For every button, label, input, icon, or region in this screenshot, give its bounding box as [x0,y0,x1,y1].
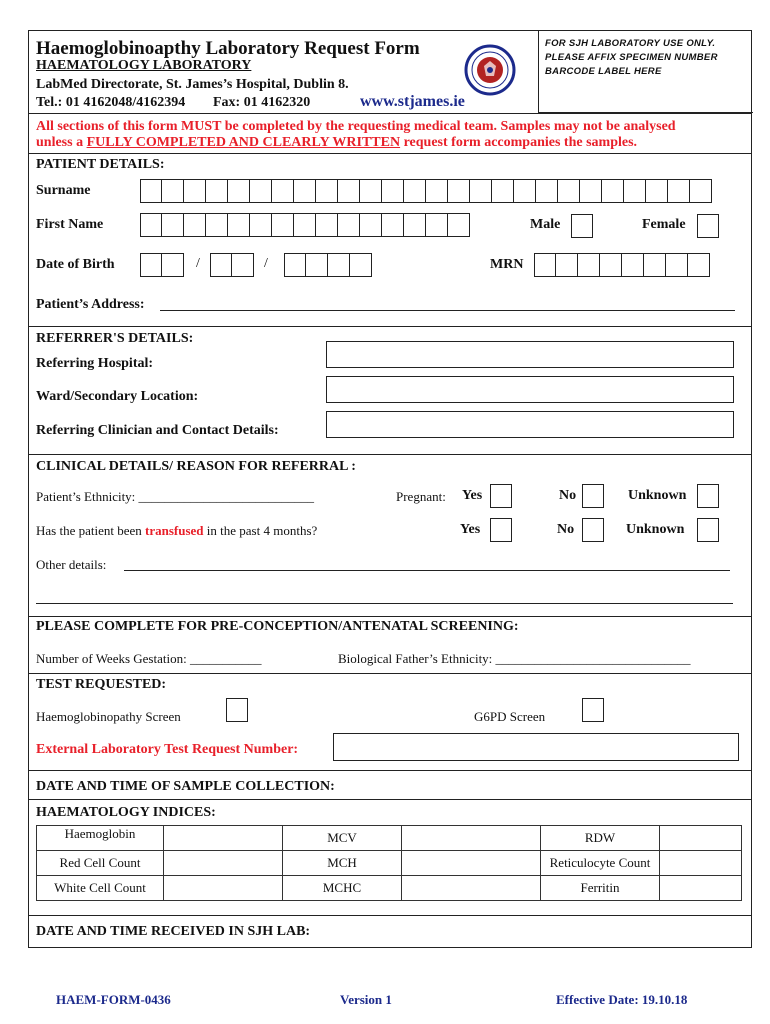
other-details-field-2[interactable] [36,603,733,604]
dob-month-field[interactable] [210,253,254,277]
external-request-input[interactable] [333,733,739,761]
male-checkbox[interactable] [571,214,593,238]
surname-field[interactable] [140,179,712,203]
referring-hospital-input[interactable] [326,341,734,368]
dob-day-field[interactable] [140,253,184,277]
indices-heading: HAEMATOLOGY INDICES: [36,805,216,820]
divider [28,799,752,800]
divider [28,153,752,154]
pregnant-no-checkbox[interactable] [582,484,604,508]
indices-cell: White Cell Count [37,876,164,901]
indices-cell: Ferritin [541,876,660,901]
divider [28,454,752,455]
pregnant-yes-checkbox[interactable] [490,484,512,508]
lab-address: LabMed Directorate, St. James’s Hospital, Dublin 8. [36,77,349,92]
mrn-label: MRN [490,257,524,272]
transfused-no-label: No [557,522,575,537]
indices-input[interactable] [660,876,742,901]
clinician-label: Referring Clinician and Contact Details: [36,423,279,438]
divider [28,915,752,916]
first-name-label: First Name [36,217,104,232]
transfused-question: Has the patient been transfused in the past 4 months? [36,523,318,538]
lab-use-line-3: BARCODE LABEL HERE [545,66,662,77]
referrer-heading: REFERRER'S DETAILS: [36,331,194,346]
surname-label: Surname [36,183,91,198]
lab-name: HAEMATOLOGY LABORATORY [36,58,252,73]
website-link[interactable]: www.stjames.ie [360,93,465,110]
indices-cell: MCV [283,826,402,851]
ward-label: Ward/Secondary Location: [36,389,199,404]
male-label: Male [530,217,561,232]
clinician-input[interactable] [326,411,734,438]
indices-input[interactable] [402,851,541,876]
divider [28,770,752,771]
lab-fax: Fax: 01 4162320 [213,95,311,110]
pregnant-unknown-checkbox[interactable] [697,484,719,508]
female-label: Female [642,217,686,232]
indices-input[interactable] [164,826,283,851]
table-row [37,851,742,876]
received-heading: DATE AND TIME RECEIVED IN SJH LAB: [36,924,311,939]
dob-slash-2: / [264,256,268,271]
screening-heading: PLEASE COMPLETE FOR PRE-CONCEPTION/ANTENATAL SCREENING: [36,619,519,634]
divider [28,616,752,617]
lab-use-line-2: PLEASE AFFIX SPECIMEN NUMBER [545,52,718,63]
transfused-unknown-label: Unknown [626,522,685,537]
divider [28,326,752,327]
test-heading: TEST REQUESTED: [36,677,167,692]
ethnicity-field[interactable]: Patient’s Ethnicity: ___________________________ [36,489,315,504]
indices-cell: Reticulocyte Count [541,851,660,876]
indices-input[interactable] [164,851,283,876]
hospital-seal-icon [464,44,516,96]
transfused-yes-label: Yes [460,522,481,537]
collection-heading: DATE AND TIME OF SAMPLE COLLECTION: [36,779,335,794]
address-label: Patient’s Address: [36,297,145,312]
transfused-unknown-checkbox[interactable] [697,518,719,542]
indices-cell: Red Cell Count [37,851,164,876]
indices-input[interactable] [660,851,742,876]
clinical-heading: CLINICAL DETAILS/ REASON FOR REFERRAL : [36,459,356,474]
indices-input[interactable] [164,876,283,901]
form-title: Haemoglobinoapthy Laboratory Request Form [36,38,420,59]
lab-use-line-1: FOR SJH LABORATORY USE ONLY. [545,38,716,49]
lab-phone: Tel.: 01 4162048/4162394 [36,95,186,110]
external-request-label: External Laboratory Test Request Number: [36,742,299,757]
notice-line-1: All sections of this form MUST be completed by the requesting medical team. Samples may not be analysed [36,119,676,134]
pregnant-no-label: No [559,488,577,503]
divider [28,113,752,114]
indices-cell: Haemoglobin [37,826,164,851]
indices-cell: RDW [541,826,660,851]
pregnant-unknown-label: Unknown [628,488,687,503]
haemo-screen-checkbox[interactable] [226,698,248,722]
indices-input[interactable] [660,826,742,851]
female-checkbox[interactable] [697,214,719,238]
pregnant-label: Pregnant: [396,489,446,504]
effective-date: Effective Date: 19.10.18 [556,992,688,1007]
table-row [37,876,742,901]
indices-table [36,825,742,901]
indices-cell: MCH [283,851,402,876]
notice-line-2: unless a FULLY COMPLETED AND CLEARLY WRITTEN request form accompanies the samples. [36,135,638,150]
dob-label: Date of Birth [36,257,115,272]
form-version: Version 1 [340,992,392,1007]
other-details-label: Other details: [36,557,107,572]
indices-cell: MCHC [283,876,402,901]
mrn-field[interactable] [534,253,710,277]
g6pd-checkbox[interactable] [582,698,604,722]
table-row [37,826,742,851]
weeks-gestation-field[interactable]: Number of Weeks Gestation: ___________ [36,651,262,666]
ward-input[interactable] [326,376,734,403]
form-code: HAEM-FORM-0436 [56,992,171,1007]
address-field[interactable] [160,310,735,311]
first-name-field[interactable] [140,213,470,237]
dob-slash-1: / [196,256,200,271]
transfused-no-checkbox[interactable] [582,518,604,542]
g6pd-label: G6PD Screen [474,709,546,724]
referring-hospital-label: Referring Hospital: [36,356,154,371]
transfused-yes-checkbox[interactable] [490,518,512,542]
other-details-field[interactable] [124,570,730,571]
haemo-screen-label: Haemoglobinopathy Screen [36,709,181,724]
indices-input[interactable] [402,876,541,901]
dob-year-field[interactable] [284,253,372,277]
indices-input[interactable] [402,826,541,851]
father-ethnicity-field[interactable]: Biological Father’s Ethnicity: ______________________________ [338,651,691,666]
patient-heading: PATIENT DETAILS: [36,157,165,172]
pregnant-yes-label: Yes [462,488,483,503]
divider [28,673,752,674]
